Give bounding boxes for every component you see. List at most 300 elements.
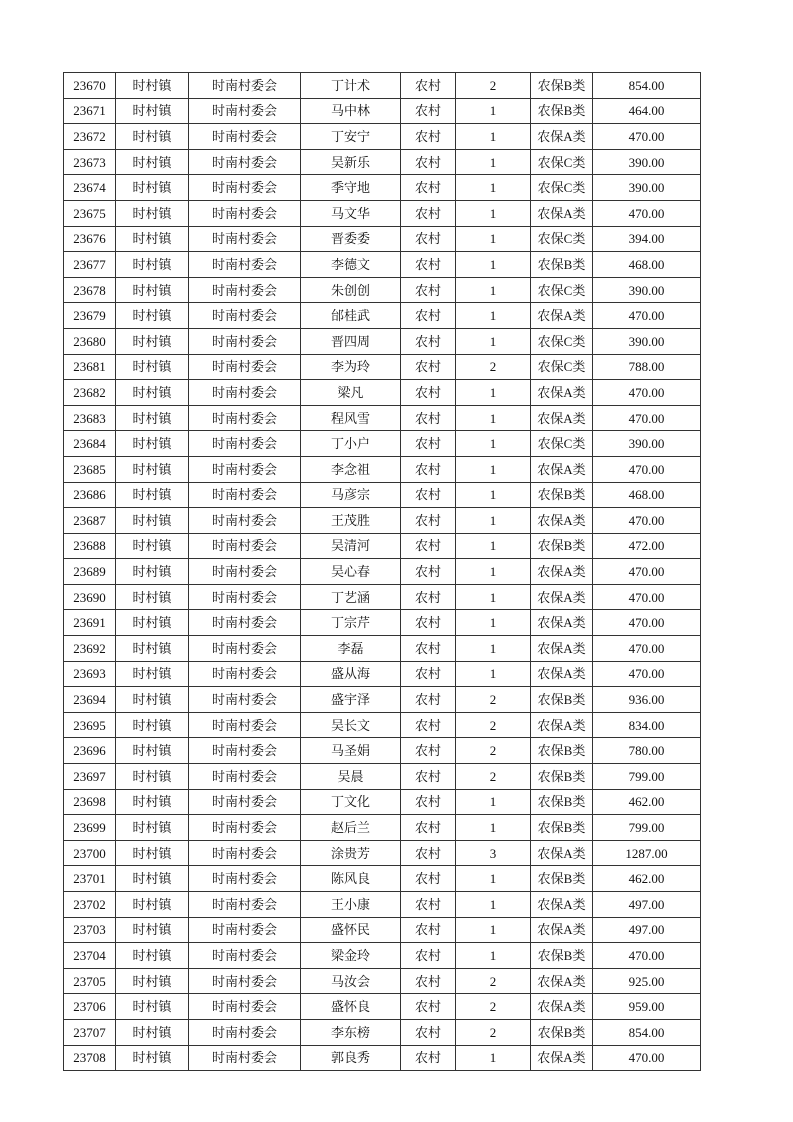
cell-amount: 497.00 (593, 892, 701, 918)
cell-amount: 470.00 (593, 405, 701, 431)
table-row (64, 200, 701, 226)
cell-name: 丁宗芹 (301, 610, 401, 636)
records-table (63, 72, 701, 1071)
cell-id: 23707 (64, 1019, 116, 1045)
cell-amount: 470.00 (593, 124, 701, 150)
cell-type: 农村 (401, 636, 456, 662)
cell-category: 农保B类 (531, 866, 593, 892)
table-row (64, 584, 701, 610)
cell-amount: 470.00 (593, 200, 701, 226)
cell-name: 丁小户 (301, 431, 401, 457)
cell-village: 时南村委会 (189, 584, 301, 610)
cell-type: 农村 (401, 815, 456, 841)
cell-count: 1 (456, 405, 531, 431)
cell-id: 23698 (64, 789, 116, 815)
cell-amount: 464.00 (593, 98, 701, 124)
cell-name: 季守地 (301, 175, 401, 201)
cell-town: 时村镇 (116, 712, 189, 738)
table-row (64, 303, 701, 329)
cell-category: 农保C类 (531, 226, 593, 252)
cell-amount: 925.00 (593, 968, 701, 994)
cell-village: 时南村委会 (189, 303, 301, 329)
cell-id: 23678 (64, 277, 116, 303)
cell-amount: 468.00 (593, 482, 701, 508)
table-row (64, 943, 701, 969)
cell-town: 时村镇 (116, 943, 189, 969)
table-row (64, 124, 701, 150)
cell-type: 农村 (401, 789, 456, 815)
cell-id: 23708 (64, 1045, 116, 1071)
cell-count: 1 (456, 636, 531, 662)
table-row (64, 840, 701, 866)
table-row (64, 405, 701, 431)
cell-id: 23685 (64, 456, 116, 482)
cell-village: 时南村委会 (189, 431, 301, 457)
cell-count: 1 (456, 661, 531, 687)
cell-id: 23682 (64, 380, 116, 406)
cell-town: 时村镇 (116, 73, 189, 99)
cell-village: 时南村委会 (189, 738, 301, 764)
cell-amount: 470.00 (593, 303, 701, 329)
cell-category: 农保A类 (531, 892, 593, 918)
cell-name: 吴晨 (301, 764, 401, 790)
cell-id: 23694 (64, 687, 116, 713)
cell-town: 时村镇 (116, 533, 189, 559)
cell-type: 农村 (401, 738, 456, 764)
cell-village: 时南村委会 (189, 917, 301, 943)
cell-town: 时村镇 (116, 124, 189, 150)
cell-category: 农保A类 (531, 917, 593, 943)
cell-town: 时村镇 (116, 482, 189, 508)
cell-type: 农村 (401, 687, 456, 713)
cell-name: 程风雪 (301, 405, 401, 431)
cell-count: 1 (456, 1045, 531, 1071)
cell-count: 1 (456, 482, 531, 508)
cell-village: 时南村委会 (189, 687, 301, 713)
cell-category: 农保C类 (531, 354, 593, 380)
cell-name: 吴心春 (301, 559, 401, 585)
cell-town: 时村镇 (116, 175, 189, 201)
cell-village: 时南村委会 (189, 252, 301, 278)
cell-id: 23677 (64, 252, 116, 278)
cell-type: 农村 (401, 840, 456, 866)
cell-category: 农保B类 (531, 815, 593, 841)
cell-id: 23683 (64, 405, 116, 431)
table-row (64, 508, 701, 534)
cell-category: 农保A类 (531, 380, 593, 406)
cell-category: 农保A类 (531, 610, 593, 636)
table-row (64, 482, 701, 508)
cell-category: 农保C类 (531, 277, 593, 303)
cell-village: 时南村委会 (189, 175, 301, 201)
cell-town: 时村镇 (116, 789, 189, 815)
cell-village: 时南村委会 (189, 98, 301, 124)
cell-type: 农村 (401, 610, 456, 636)
cell-category: 农保A类 (531, 840, 593, 866)
cell-count: 1 (456, 175, 531, 201)
cell-village: 时南村委会 (189, 482, 301, 508)
cell-count: 1 (456, 789, 531, 815)
cell-name: 盛怀良 (301, 994, 401, 1020)
cell-name: 吴新乐 (301, 149, 401, 175)
table-row (64, 738, 701, 764)
table-row (64, 917, 701, 943)
cell-id: 23686 (64, 482, 116, 508)
cell-type: 农村 (401, 303, 456, 329)
table-row (64, 73, 701, 99)
cell-count: 1 (456, 584, 531, 610)
cell-category: 农保A类 (531, 661, 593, 687)
cell-count: 1 (456, 917, 531, 943)
table-row (64, 892, 701, 918)
cell-village: 时南村委会 (189, 226, 301, 252)
table-row (64, 610, 701, 636)
cell-id: 23681 (64, 354, 116, 380)
cell-amount: 390.00 (593, 277, 701, 303)
cell-town: 时村镇 (116, 559, 189, 585)
table-row (64, 1019, 701, 1045)
cell-type: 农村 (401, 456, 456, 482)
cell-category: 农保B类 (531, 98, 593, 124)
cell-name: 丁计术 (301, 73, 401, 99)
cell-type: 农村 (401, 149, 456, 175)
cell-town: 时村镇 (116, 815, 189, 841)
table-row (64, 866, 701, 892)
cell-count: 1 (456, 533, 531, 559)
cell-town: 时村镇 (116, 405, 189, 431)
cell-category: 农保B类 (531, 482, 593, 508)
cell-category: 农保C类 (531, 175, 593, 201)
cell-village: 时南村委会 (189, 124, 301, 150)
cell-town: 时村镇 (116, 661, 189, 687)
cell-name: 晋四周 (301, 328, 401, 354)
cell-name: 李德文 (301, 252, 401, 278)
cell-village: 时南村委会 (189, 559, 301, 585)
cell-count: 1 (456, 252, 531, 278)
cell-town: 时村镇 (116, 328, 189, 354)
cell-amount: 470.00 (593, 661, 701, 687)
cell-amount: 390.00 (593, 328, 701, 354)
cell-name: 李念祖 (301, 456, 401, 482)
cell-count: 1 (456, 226, 531, 252)
cell-amount: 390.00 (593, 149, 701, 175)
cell-category: 农保A类 (531, 712, 593, 738)
cell-id: 23696 (64, 738, 116, 764)
cell-count: 2 (456, 994, 531, 1020)
cell-category: 农保A类 (531, 456, 593, 482)
table-row (64, 559, 701, 585)
cell-type: 农村 (401, 712, 456, 738)
cell-amount: 470.00 (593, 456, 701, 482)
cell-name: 梁凡 (301, 380, 401, 406)
cell-name: 李为玲 (301, 354, 401, 380)
cell-village: 时南村委会 (189, 764, 301, 790)
cell-id: 23693 (64, 661, 116, 687)
cell-type: 农村 (401, 380, 456, 406)
cell-amount: 470.00 (593, 584, 701, 610)
table-row (64, 712, 701, 738)
cell-count: 2 (456, 354, 531, 380)
cell-type: 农村 (401, 431, 456, 457)
cell-category: 农保A类 (531, 968, 593, 994)
cell-id: 23706 (64, 994, 116, 1020)
cell-amount: 394.00 (593, 226, 701, 252)
cell-town: 时村镇 (116, 584, 189, 610)
cell-id: 23695 (64, 712, 116, 738)
table-row (64, 98, 701, 124)
cell-type: 农村 (401, 1019, 456, 1045)
cell-town: 时村镇 (116, 354, 189, 380)
cell-count: 1 (456, 200, 531, 226)
cell-id: 23676 (64, 226, 116, 252)
table-row (64, 994, 701, 1020)
cell-village: 时南村委会 (189, 277, 301, 303)
cell-id: 23703 (64, 917, 116, 943)
cell-village: 时南村委会 (189, 866, 301, 892)
cell-category: 农保B类 (531, 73, 593, 99)
cell-category: 农保A类 (531, 584, 593, 610)
table-row (64, 1045, 701, 1071)
cell-name: 丁艺涵 (301, 584, 401, 610)
cell-name: 马圣娟 (301, 738, 401, 764)
cell-amount: 834.00 (593, 712, 701, 738)
table-row (64, 226, 701, 252)
cell-type: 农村 (401, 252, 456, 278)
cell-category: 农保C类 (531, 431, 593, 457)
cell-id: 23675 (64, 200, 116, 226)
table-row (64, 687, 701, 713)
cell-count: 1 (456, 456, 531, 482)
table-row (64, 380, 701, 406)
cell-count: 1 (456, 303, 531, 329)
cell-name: 吴清河 (301, 533, 401, 559)
cell-amount: 462.00 (593, 789, 701, 815)
cell-category: 农保A类 (531, 994, 593, 1020)
cell-count: 2 (456, 1019, 531, 1045)
cell-count: 1 (456, 815, 531, 841)
cell-count: 1 (456, 943, 531, 969)
cell-amount: 1287.00 (593, 840, 701, 866)
cell-amount: 470.00 (593, 943, 701, 969)
cell-amount: 799.00 (593, 764, 701, 790)
cell-amount: 497.00 (593, 917, 701, 943)
cell-type: 农村 (401, 968, 456, 994)
cell-type: 农村 (401, 405, 456, 431)
cell-town: 时村镇 (116, 508, 189, 534)
cell-id: 23688 (64, 533, 116, 559)
cell-village: 时南村委会 (189, 994, 301, 1020)
cell-count: 1 (456, 328, 531, 354)
cell-type: 农村 (401, 866, 456, 892)
cell-name: 郭良秀 (301, 1045, 401, 1071)
cell-id: 23679 (64, 303, 116, 329)
cell-name: 赵后兰 (301, 815, 401, 841)
cell-town: 时村镇 (116, 738, 189, 764)
cell-village: 时南村委会 (189, 533, 301, 559)
cell-village: 时南村委会 (189, 1019, 301, 1045)
cell-village: 时南村委会 (189, 712, 301, 738)
table-row (64, 661, 701, 687)
cell-type: 农村 (401, 584, 456, 610)
cell-village: 时南村委会 (189, 892, 301, 918)
cell-type: 农村 (401, 917, 456, 943)
cell-name: 盛从海 (301, 661, 401, 687)
cell-category: 农保B类 (531, 789, 593, 815)
cell-town: 时村镇 (116, 1019, 189, 1045)
table-row (64, 175, 701, 201)
cell-id: 23700 (64, 840, 116, 866)
cell-town: 时村镇 (116, 303, 189, 329)
cell-amount: 468.00 (593, 252, 701, 278)
cell-village: 时南村委会 (189, 380, 301, 406)
table-row (64, 252, 701, 278)
cell-id: 23704 (64, 943, 116, 969)
cell-village: 时南村委会 (189, 1045, 301, 1071)
cell-town: 时村镇 (116, 252, 189, 278)
cell-amount: 936.00 (593, 687, 701, 713)
cell-category: 农保A类 (531, 303, 593, 329)
table-row (64, 815, 701, 841)
cell-type: 农村 (401, 124, 456, 150)
cell-amount: 470.00 (593, 559, 701, 585)
cell-village: 时南村委会 (189, 661, 301, 687)
cell-village: 时南村委会 (189, 456, 301, 482)
cell-town: 时村镇 (116, 687, 189, 713)
cell-amount: 959.00 (593, 994, 701, 1020)
cell-name: 丁安宁 (301, 124, 401, 150)
cell-count: 3 (456, 840, 531, 866)
cell-amount: 470.00 (593, 508, 701, 534)
table-row (64, 533, 701, 559)
cell-type: 农村 (401, 661, 456, 687)
cell-amount: 470.00 (593, 610, 701, 636)
cell-type: 农村 (401, 508, 456, 534)
table-row (64, 149, 701, 175)
cell-id: 23690 (64, 584, 116, 610)
cell-village: 时南村委会 (189, 943, 301, 969)
cell-village: 时南村委会 (189, 789, 301, 815)
cell-town: 时村镇 (116, 610, 189, 636)
cell-category: 农保B类 (531, 1019, 593, 1045)
cell-category: 农保B类 (531, 764, 593, 790)
cell-name: 王小康 (301, 892, 401, 918)
cell-name: 吴长文 (301, 712, 401, 738)
cell-count: 2 (456, 764, 531, 790)
cell-id: 23674 (64, 175, 116, 201)
cell-village: 时南村委会 (189, 968, 301, 994)
cell-town: 时村镇 (116, 98, 189, 124)
cell-name: 陈风良 (301, 866, 401, 892)
cell-name: 盛怀民 (301, 917, 401, 943)
cell-type: 农村 (401, 764, 456, 790)
cell-category: 农保A类 (531, 636, 593, 662)
cell-type: 农村 (401, 533, 456, 559)
table-row (64, 968, 701, 994)
cell-category: 农保B类 (531, 252, 593, 278)
cell-count: 1 (456, 610, 531, 636)
cell-town: 时村镇 (116, 431, 189, 457)
cell-type: 农村 (401, 559, 456, 585)
cell-id: 23699 (64, 815, 116, 841)
cell-name: 涂贵芳 (301, 840, 401, 866)
cell-name: 李磊 (301, 636, 401, 662)
cell-id: 23672 (64, 124, 116, 150)
cell-category: 农保A类 (531, 405, 593, 431)
cell-count: 1 (456, 98, 531, 124)
cell-village: 时南村委会 (189, 200, 301, 226)
cell-type: 农村 (401, 226, 456, 252)
cell-town: 时村镇 (116, 892, 189, 918)
cell-town: 时村镇 (116, 277, 189, 303)
records-table-body (64, 73, 701, 1071)
cell-count: 2 (456, 712, 531, 738)
cell-id: 23705 (64, 968, 116, 994)
cell-name: 马文华 (301, 200, 401, 226)
cell-category: 农保A类 (531, 508, 593, 534)
cell-id: 23671 (64, 98, 116, 124)
cell-village: 时南村委会 (189, 610, 301, 636)
cell-type: 农村 (401, 73, 456, 99)
cell-amount: 472.00 (593, 533, 701, 559)
table-row (64, 277, 701, 303)
cell-name: 马彦宗 (301, 482, 401, 508)
cell-name: 邰桂武 (301, 303, 401, 329)
cell-id: 23692 (64, 636, 116, 662)
cell-village: 时南村委会 (189, 73, 301, 99)
cell-type: 农村 (401, 175, 456, 201)
cell-town: 时村镇 (116, 994, 189, 1020)
cell-category: 农保B类 (531, 687, 593, 713)
table-row (64, 636, 701, 662)
cell-name: 梁金玲 (301, 943, 401, 969)
cell-town: 时村镇 (116, 636, 189, 662)
cell-id: 23702 (64, 892, 116, 918)
cell-village: 时南村委会 (189, 815, 301, 841)
cell-name: 晋委委 (301, 226, 401, 252)
cell-count: 1 (456, 508, 531, 534)
cell-id: 23687 (64, 508, 116, 534)
table-row (64, 431, 701, 457)
cell-town: 时村镇 (116, 226, 189, 252)
cell-name: 马汝会 (301, 968, 401, 994)
cell-count: 1 (456, 380, 531, 406)
cell-category: 农保A类 (531, 200, 593, 226)
cell-town: 时村镇 (116, 866, 189, 892)
cell-category: 农保B类 (531, 738, 593, 764)
cell-village: 时南村委会 (189, 149, 301, 175)
cell-type: 农村 (401, 354, 456, 380)
cell-village: 时南村委会 (189, 636, 301, 662)
cell-type: 农村 (401, 1045, 456, 1071)
cell-village: 时南村委会 (189, 328, 301, 354)
cell-amount: 788.00 (593, 354, 701, 380)
cell-count: 1 (456, 124, 531, 150)
cell-amount: 390.00 (593, 175, 701, 201)
cell-name: 王茂胜 (301, 508, 401, 534)
cell-category: 农保C类 (531, 149, 593, 175)
cell-count: 1 (456, 559, 531, 585)
cell-town: 时村镇 (116, 380, 189, 406)
cell-type: 农村 (401, 994, 456, 1020)
cell-count: 2 (456, 968, 531, 994)
cell-type: 农村 (401, 892, 456, 918)
cell-village: 时南村委会 (189, 405, 301, 431)
cell-category: 农保B类 (531, 533, 593, 559)
cell-id: 23684 (64, 431, 116, 457)
cell-amount: 462.00 (593, 866, 701, 892)
cell-count: 1 (456, 892, 531, 918)
cell-town: 时村镇 (116, 840, 189, 866)
